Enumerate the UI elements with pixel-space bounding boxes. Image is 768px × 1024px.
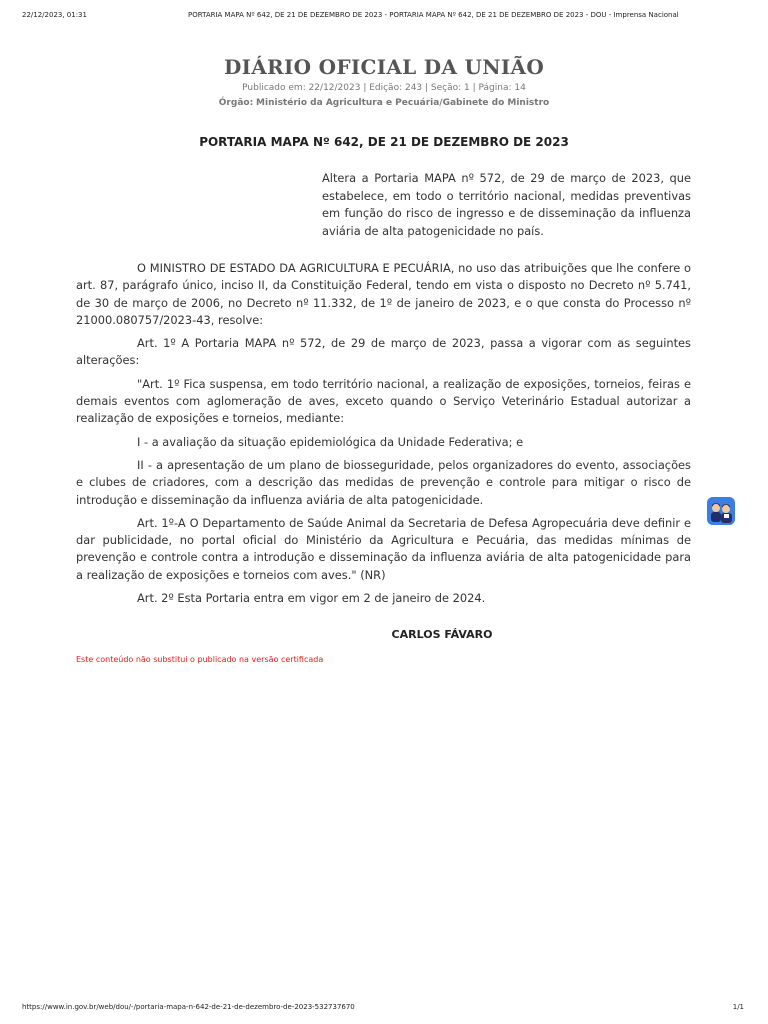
document-body xyxy=(76,260,691,613)
item-i-paragraph: I - a avaliação da situação epidemiológica da Unidade Federativa; e xyxy=(137,434,524,449)
document-title: PORTARIA MAPA Nº 642, DE 21 DE DEZEMBRO DE 2023 xyxy=(199,135,569,149)
organ-label: Órgão: xyxy=(218,98,254,108)
print-tab-title: PORTARIA MAPA Nº 642, DE 21 DE DEZEMBRO DE 2023 - PORTARIA MAPA Nº 642, DE 21 DE DEZEMBRO DE 2023 - DOU - Imprensa Nacional xyxy=(188,11,679,19)
amended-article-1-paragraph: "Art. 1º Fica suspensa, em todo território nacional, a realização de exposições, torneios, feiras e demais eventos com aglomeração de aves, exceto quando o Serviço Veterinário Estadual autorizar a realização de exposições e torneios, mediante: xyxy=(76,376,691,426)
certification-disclaimer: Este conteúdo não substitui o publicado na versão certificada xyxy=(76,655,324,664)
chat-assistant-button[interactable] xyxy=(707,497,735,525)
organ-info xyxy=(0,98,768,108)
print-datetime: 22/12/2023, 01:31 xyxy=(22,11,87,19)
dou-masthead-title: DIÁRIO OFICIAL DA UNIÃO xyxy=(223,55,545,79)
ementa: Altera a Portaria MAPA nº 572, de 29 de março de 2023, que estabelece, em todo o território nacional, medidas preventivas em função do risco de ingresso e de disseminação da influenza aviária de alta patogenicidade no país. xyxy=(322,171,691,238)
print-page-number: 1/1 xyxy=(732,1003,744,1011)
preamble-paragraph: O MINISTRO DE ESTADO DA AGRICULTURA E PECUÁRIA, no uso das atribuições que lhe confere o art. 87, parágrafo único, inciso II, da Constituição Federal, tendo em vista o disposto no Decreto nº 5.741, de 30 de março de 2006, no Decreto nº 11.332, de 1º de janeiro de 2023, e o que consta do Processo nº 21000.080757/2023-43, resolve: xyxy=(76,261,691,327)
organ-value: Ministério da Agricultura e Pecuária/Gabinete do Ministro xyxy=(256,98,550,108)
article-1a-paragraph: Art. 1º-A O Departamento de Saúde Animal da Secretaria de Defesa Agropecuária deve definir e dar publicidade, no portal oficial do Ministério da Agricultura e Pecuária, das medidas mínimas de prevenção e controle contra a introdução e disseminação da influenza aviária de alta patogenicidade para a realização de exposições e torneios com aves." (NR) xyxy=(76,515,691,582)
chat-assistant-icon xyxy=(707,497,735,525)
publication-info: Publicado em: 22/12/2023 | Edição: 243 | Seção: 1 | Página: 14 xyxy=(242,83,526,93)
masthead xyxy=(0,55,768,108)
article-2-paragraph: Art. 2º Esta Portaria entra em vigor em 2 de janeiro de 2024. xyxy=(137,591,486,606)
signature: CARLOS FÁVARO xyxy=(391,628,493,641)
item-ii-paragraph: II - a apresentação de um plano de biosseguridade, pelos organizadores do evento, associações e clubes de criadores, com a descrição das medidas de prevenção e controle para mitigar o risco de introdução e disseminação da influenza aviária de alta patogenicidade. xyxy=(76,457,691,507)
article-1-paragraph: Art. 1º A Portaria MAPA nº 572, de 29 de março de 2023, passa a vigorar com as seguintes alterações: xyxy=(76,336,691,368)
print-url: https://www.in.gov.br/web/dou/-/portaria-mapa-n-642-de-21-de-dezembro-de-2023-532737670 xyxy=(22,1003,355,1011)
